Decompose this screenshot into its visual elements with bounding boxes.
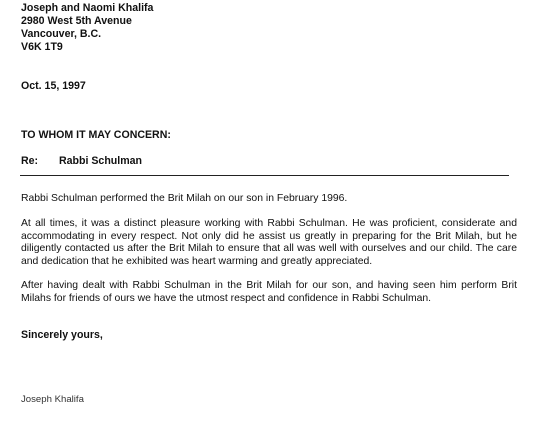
divider-line [20, 175, 509, 176]
signature-name: Joseph Khalifa [21, 394, 84, 405]
salutation: TO WHOM IT MAY CONCERN: [21, 129, 171, 141]
closing: Sincerely yours, [21, 329, 103, 341]
body-paragraph-1: Rabbi Schulman performed the Brit Milah on our son in February 1996. [21, 193, 348, 204]
body-paragraph-2: At all times, it was a distinct pleasure working with Rabbi Schulman. He was proficient, considerate and accommodating in every respect. Not only did he assist us greatly in preparing for the Brit Milah, but he diligently contacted us after the Brit Milah to ensure that all was well with ourselves and our child. The care and dedication that he exhibited was heart warming and greatly appreciated. [21, 218, 517, 267]
sender-street: 2980 West 5th Avenue [21, 15, 132, 27]
sender-name: Joseph and Naomi Khalifa [21, 2, 154, 14]
sender-city: Vancouver, B.C. [21, 28, 102, 40]
re-label: Re: [21, 155, 39, 167]
letter-date: Oct. 15, 1997 [21, 80, 86, 92]
body-paragraph-3: After having dealt with Rabbi Schulman in the Brit Milah for our son, and having seen him perform Brit Milahs for friends of ours we have the utmost respect and confidence in Rabbi Schulman. [21, 280, 517, 304]
re-subject: Rabbi Schulman [59, 155, 142, 167]
sender-postal-code: V6K 1T9 [21, 41, 63, 53]
